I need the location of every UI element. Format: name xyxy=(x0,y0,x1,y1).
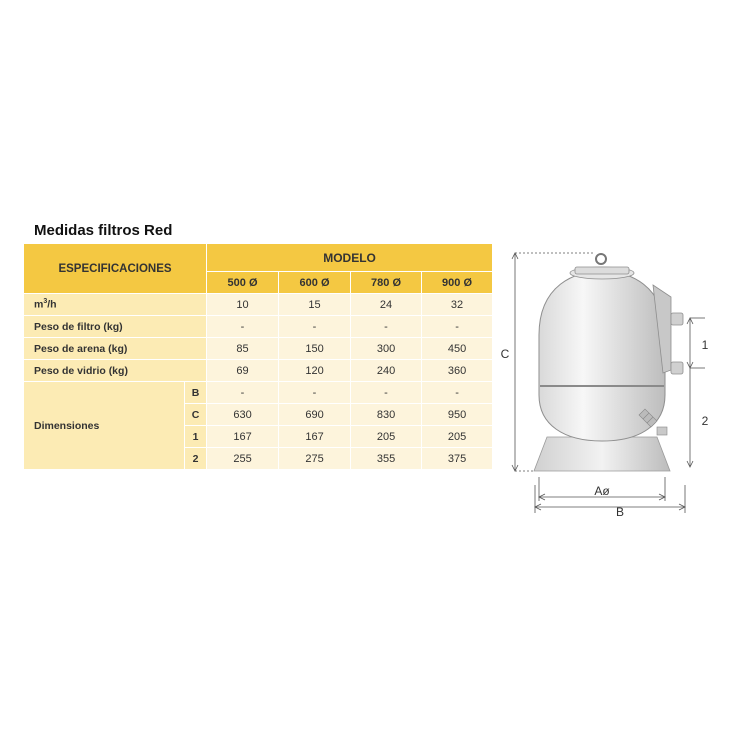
cell: - xyxy=(422,382,493,404)
table-row xyxy=(24,294,493,316)
dim-key: 1 xyxy=(185,426,207,448)
dim-key: B xyxy=(185,382,207,404)
row-label: Peso de filtro (kg) xyxy=(24,316,207,338)
label-2: 2 xyxy=(701,414,709,428)
label-b: B xyxy=(615,505,625,519)
cell: 300 xyxy=(351,338,422,360)
row-label: $m^3/h$ xyxy=(24,294,207,316)
table-row xyxy=(24,360,493,382)
specifications-table xyxy=(23,243,493,470)
table-row xyxy=(24,382,493,404)
cell: - xyxy=(207,382,279,404)
cell: 630 xyxy=(207,404,279,426)
page-title: Medidas filtros Red xyxy=(34,222,173,239)
dim-key: C xyxy=(185,404,207,426)
cell: 375 xyxy=(422,448,493,470)
dimensions-label: Dimensiones xyxy=(24,382,185,470)
model-900: 900 Ø xyxy=(422,272,493,294)
label-c: C xyxy=(500,347,510,361)
cell: 830 xyxy=(351,404,422,426)
cell: 450 xyxy=(422,338,493,360)
cell: 275 xyxy=(279,448,351,470)
cell: - xyxy=(279,382,351,404)
filter-tank xyxy=(534,254,683,471)
cell: - xyxy=(351,382,422,404)
spec-header: ESPECIFICACIONES xyxy=(24,244,207,294)
cell: - xyxy=(207,316,279,338)
model-780: 780 Ø xyxy=(351,272,422,294)
cell: 205 xyxy=(351,426,422,448)
row-label: Peso de vidrio (kg) xyxy=(24,360,207,382)
label-1: 1 xyxy=(701,338,709,352)
cell: 240 xyxy=(351,360,422,382)
cell: 15 xyxy=(279,294,351,316)
cell: 85 xyxy=(207,338,279,360)
cell: 32 xyxy=(422,294,493,316)
table-row xyxy=(24,316,493,338)
model-600: 600 Ø xyxy=(279,272,351,294)
cell: 255 xyxy=(207,448,279,470)
filter-diagram xyxy=(495,245,725,525)
cell: 950 xyxy=(422,404,493,426)
cell: 24 xyxy=(351,294,422,316)
dim-key: 2 xyxy=(185,448,207,470)
cell: - xyxy=(351,316,422,338)
cell: 167 xyxy=(279,426,351,448)
cell: 690 xyxy=(279,404,351,426)
cell: 360 xyxy=(422,360,493,382)
cell: 69 xyxy=(207,360,279,382)
cell: 205 xyxy=(422,426,493,448)
table-row xyxy=(24,338,493,360)
row-label: Peso de arena (kg) xyxy=(24,338,207,360)
model-header: MODELO xyxy=(207,244,493,272)
cell: - xyxy=(422,316,493,338)
cell: 120 xyxy=(279,360,351,382)
cell: 167 xyxy=(207,426,279,448)
label-a: Aø xyxy=(594,484,610,498)
cell: 355 xyxy=(351,448,422,470)
cell: 10 xyxy=(207,294,279,316)
cell: 150 xyxy=(279,338,351,360)
model-500: 500 Ø xyxy=(207,272,279,294)
cell: - xyxy=(279,316,351,338)
